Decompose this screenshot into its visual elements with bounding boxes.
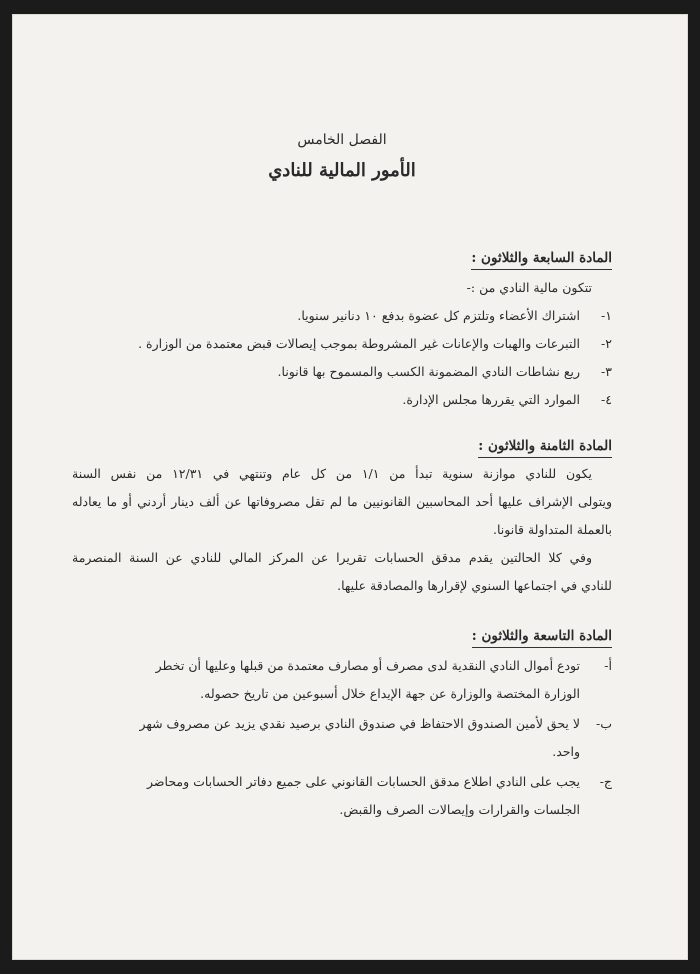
document-body: [72, 14, 612, 960]
item-text-line-1: تودع أموال النادي النقدية لدى مصرف أو مصارف معتمدة من قبلها وعليها أن تخطر: [155, 658, 580, 673]
item-text: اشتراك الأعضاء وتلتزم كل عضوة بدفع ١٠ دنانير سنويا.: [297, 308, 580, 323]
item-text-line-1: يجب على النادي اطلاع مدقق الحسابات القانوني على جميع دفاتر الحسابات ومحاضر: [147, 774, 580, 789]
article-38-line-3: بالعملة المتداولة قانونا.: [493, 522, 612, 537]
item-number: ٣-: [601, 364, 612, 379]
article-37-heading: المادة السابعة والثلاثون :: [471, 250, 612, 270]
item-number: ١-: [601, 308, 612, 323]
item-text: التبرعات والهبات والإعانات غير المشروطة بموجب إيصالات قبض معتمدة من الوزارة .: [138, 336, 580, 351]
article-38-heading: المادة الثامنة والثلاثون :: [478, 438, 612, 458]
article-38-line-1: يكون للنادي موازنة سنوية تبدأ من ١/١ من كل عام وتنتهي في ١٢/٣١ من نفس السنة: [72, 466, 592, 481]
item-text-line-2: الوزارة المختصة والوزارة عن جهة الإيداع خلال أسبوعين من تاريخ حصوله.: [200, 686, 580, 701]
document-page: [12, 14, 688, 960]
item-text-line-1: لا يحق لأمين الصندوق الاحتفاظ في صندوق النادي برصيد نقدي يزيد عن مصروف شهر: [139, 716, 580, 731]
article-38-line-4: وفي كلا الحالتين يقدم مدقق الحسابات تقريرا عن المركز المالي للنادي عن السنة المنصرمة: [72, 550, 592, 565]
article-38-line-2: ويتولى الإشراف عليها أحد المحاسبين القانونيين ما لم تقل مصروفاتها عن ألف دينار أردني أو ما يعادله: [72, 494, 612, 509]
item-number: ٢-: [601, 336, 612, 351]
item-number: ج-: [599, 774, 612, 789]
article-39-heading: المادة التاسعة والثلاثون :: [472, 628, 612, 648]
page-title: الأمور المالية للنادي: [268, 160, 416, 181]
article-37-intro: تتكون مالية النادي من :-: [466, 280, 592, 295]
chapter-label: الفصل الخامس: [297, 132, 387, 148]
item-text: ريع نشاطات النادي المضمونة الكسب والمسموح بها قانونا.: [277, 364, 580, 379]
item-number: أ-: [604, 658, 612, 673]
item-number: ٤-: [601, 392, 612, 407]
article-38-line-5: للنادي في اجتماعها السنوي لإقرارها والمصادقة عليها.: [337, 578, 612, 593]
item-text-line-2: واحد.: [552, 744, 580, 759]
item-text-line-2: الجلسات والقرارات وإيصالات الصرف والقبض.: [339, 802, 580, 817]
item-number: ب-: [596, 716, 612, 731]
item-text: الموارد التي يقررها مجلس الإدارة.: [402, 392, 580, 407]
